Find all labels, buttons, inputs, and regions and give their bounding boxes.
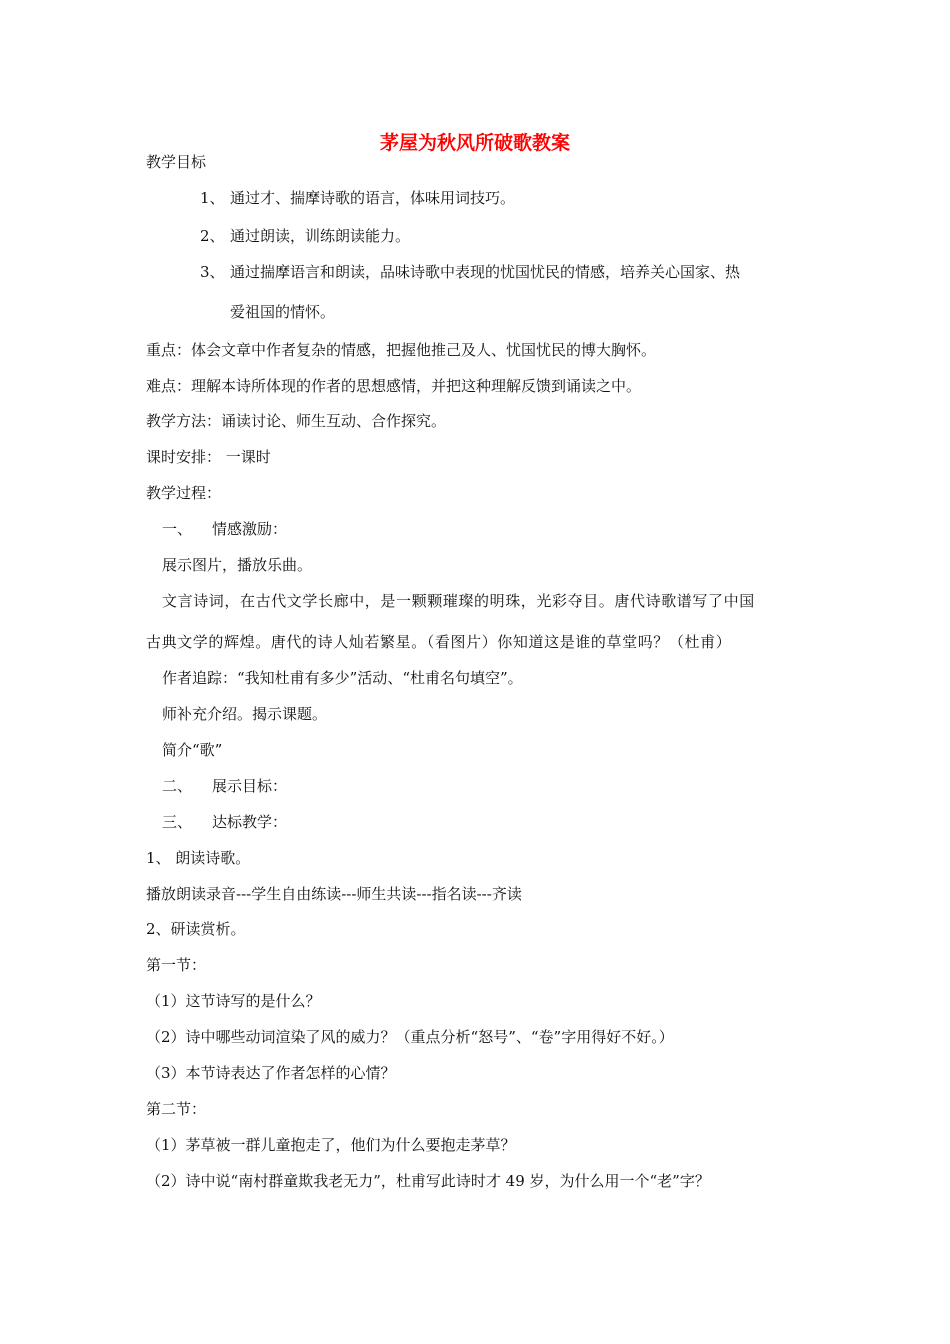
step-1-detail: 播放朗读录音---学生自由练读---师生共读---指名读---齐读 <box>146 885 522 903</box>
goal-item-2 <box>200 226 410 246</box>
goal-text: 通过揣摩语言和朗读，品味诗歌中表现的忧国忧民的情感，培养关心国家、热 <box>230 263 741 281</box>
question-item: （1）茅草被一群儿童抱走了，他们为什么要抱走茅草？ <box>146 1136 516 1154</box>
part-2-heading: 第二节： <box>146 1100 207 1118</box>
section-title: 情感激励： <box>212 520 288 538</box>
section-title: 展示目标： <box>212 777 288 795</box>
goal-text: 通过才、揣摩诗歌的语言，体味用词技巧。 <box>230 189 516 207</box>
goal-item-1 <box>200 188 515 208</box>
section-2-heading <box>162 776 287 796</box>
goal-item-3 <box>200 262 740 282</box>
difficult-point: 难点：理解本诗所体现的作者的思想感情，并把这种理解反馈到诵读之中。 <box>146 377 642 395</box>
goal-text: 通过朗读，训练朗读能力。 <box>230 227 411 245</box>
question-item: （1）这节诗写的是什么？ <box>146 992 321 1010</box>
section-3-heading <box>162 812 287 832</box>
teaching-method: 教学方法：诵读讨论、师生互动、合作探究。 <box>146 412 447 430</box>
part-1-heading: 第一节： <box>146 956 207 974</box>
section-1-line: 作者追踪：“我知杜甫有多少”活动、“杜甫名句填空”。 <box>162 669 523 687</box>
section-1-line: 古典文学的辉煌。唐代的诗人灿若繁星。（看图片）你知道这是谁的草堂吗？（杜甫） <box>146 633 732 651</box>
section-1-line: 文言诗词，在古代文学长廊中，是一颗颗璀璨的明珠，光彩夺目。唐代诗歌谱写了中国 <box>162 592 755 610</box>
section-1-line: 师补充介绍。揭示课题。 <box>162 705 328 723</box>
document-title: 茅屋为秋风所破歌教案 <box>379 132 570 154</box>
question-item: （2）诗中说“南村群童欺我老无力”，杜甫写此诗时才 49 岁，为什么用一个“老”字？ <box>146 1172 710 1190</box>
section-number: 二、 <box>162 777 193 795</box>
section-1-line: 简介“歌” <box>162 741 223 759</box>
goal-number: 3、 <box>200 263 225 281</box>
goal-number: 2、 <box>200 227 225 245</box>
goal-number: 1、 <box>200 189 225 207</box>
section-number: 三、 <box>162 813 193 831</box>
question-item: （3）本节诗表达了作者怎样的心情？ <box>146 1064 396 1082</box>
section-number: 一、 <box>162 520 193 538</box>
section-1-line: 展示图片，播放乐曲。 <box>162 556 313 574</box>
section-title: 达标教学： <box>212 813 288 831</box>
step-2: 2、研读赏析。 <box>146 920 246 938</box>
question-item: （2）诗中哪些动词渲染了风的威力？（重点分析“怒号”、“卷”字用得好不好。） <box>146 1028 674 1046</box>
goals-heading: 教学目标 <box>146 153 207 171</box>
class-schedule: 课时安排： 一课时 <box>146 448 271 466</box>
section-1-heading <box>162 519 287 539</box>
goal-3-continuation: 爱祖国的情怀。 <box>230 303 336 321</box>
step-1: 1、 朗读诗歌。 <box>146 849 251 867</box>
process-heading: 教学过程： <box>146 484 222 502</box>
key-point: 重点：体会文章中作者复杂的情感，把握他推己及人、忧国忧民的博大胸怀。 <box>146 341 657 359</box>
